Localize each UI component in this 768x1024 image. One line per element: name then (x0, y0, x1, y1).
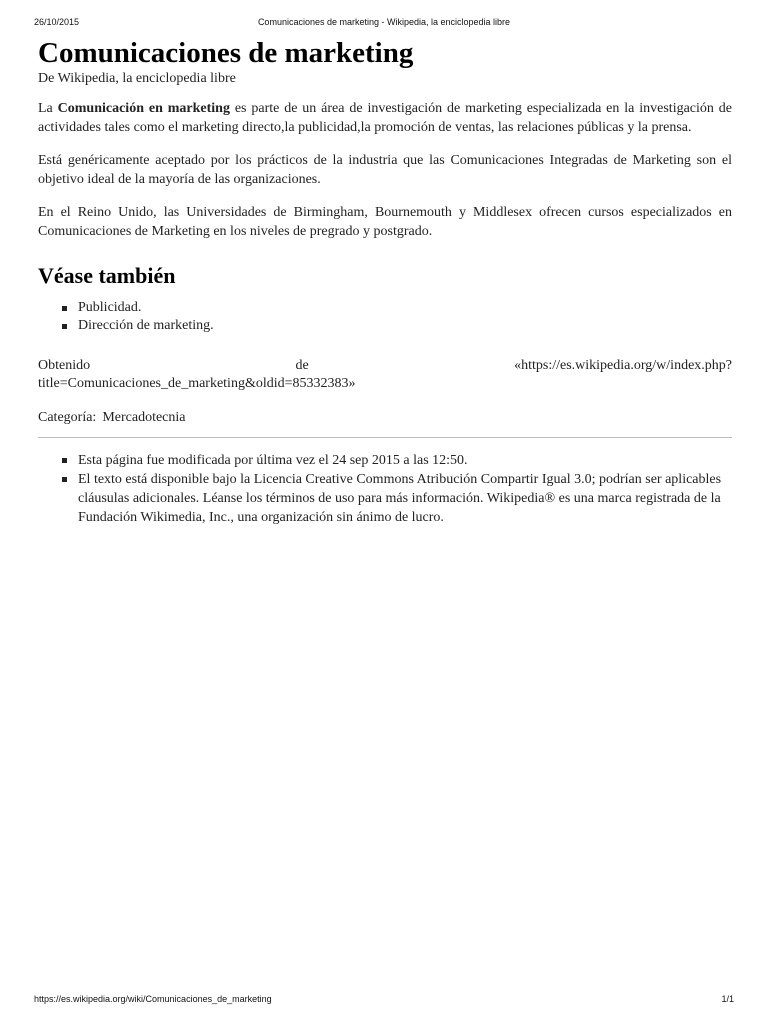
footer-note-license (38, 470, 732, 527)
paragraph-integrated: Está genéricamente aceptado por los prácticos de la industria que las Comunicaciones Integradas de Marketing son el objetivo ideal de la mayoría de las organizaciones. (38, 153, 732, 187)
print-footer (34, 994, 734, 1006)
page-title: Comunicaciones de marketing (38, 37, 414, 69)
print-date: 26/10/2015 (34, 17, 80, 27)
obtained-word: Obtenido (38, 358, 91, 373)
obtained-de: de (295, 358, 309, 373)
intro-start: La (38, 101, 58, 116)
category-link[interactable]: Mercadotecnia (102, 410, 186, 425)
see-also-item[interactable] (38, 299, 732, 317)
bullet-icon (62, 458, 67, 463)
obtained-from (38, 357, 732, 393)
intro-bold-term: Comunicación en marketing (57, 101, 230, 116)
see-also-list (38, 299, 732, 335)
see-also-item[interactable] (38, 317, 732, 335)
category-line (38, 409, 732, 427)
intro-rest: es parte de un área de investigación de marketing especializada en la investigación de actividades tales como el marketing directo,la publicidad,la promoción de ventas, las relaciones públicas y la prensa. (38, 101, 732, 135)
paragraph-universities: En el Reino Unido, las Universidades de Birmingham, Bournemouth y Middlesex ofrecen cursos especializados en Comunicaciones de Marketing en los niveles de pregrado y postgrado. (38, 205, 732, 239)
intro-paragraph (38, 100, 732, 137)
print-header (34, 17, 734, 29)
see-also-link-publicidad[interactable]: Publicidad. (78, 300, 142, 315)
obtained-url-start[interactable]: «https://es.wikipedia.org/w/index.php? (514, 358, 732, 373)
print-page-number: 1/1 (721, 994, 734, 1004)
see-also-heading: Véase también (38, 263, 176, 288)
print-url: https://es.wikipedia.org/wiki/Comunicaciones_de_marketing (34, 994, 272, 1004)
category-label: Categoría: (38, 410, 97, 425)
modified-text: Esta página fue modificada por última vez el 24 sep 2015 a las 12:50. (78, 453, 468, 468)
article-content (38, 36, 732, 527)
bullet-icon (62, 324, 67, 329)
footer-note-modified (38, 451, 732, 470)
see-also-link-direccion[interactable]: Dirección de marketing. (78, 318, 214, 333)
footer-notes (38, 451, 732, 527)
license-text: El texto está disponible bajo la Licencia Creative Commons Atribución Compartir Igual 3.0; podrían ser aplicables cláusulas adicionales. Léanse los términos de uso para más información. Wikipedia® es una marca registrada de la Fundación Wikimedia, Inc., una organización sin ánimo de lucro. (78, 472, 722, 525)
print-page-title: Comunicaciones de marketing - Wikipedia, la enciclopedia libre (257, 17, 511, 27)
page-subtitle: De Wikipedia, la enciclopedia libre (38, 71, 236, 86)
bullet-icon (62, 306, 67, 311)
bullet-icon (62, 477, 67, 482)
obtained-url-end[interactable]: title=Comunicaciones_de_marketing&oldid=85332383» (38, 376, 356, 391)
divider (38, 437, 732, 438)
